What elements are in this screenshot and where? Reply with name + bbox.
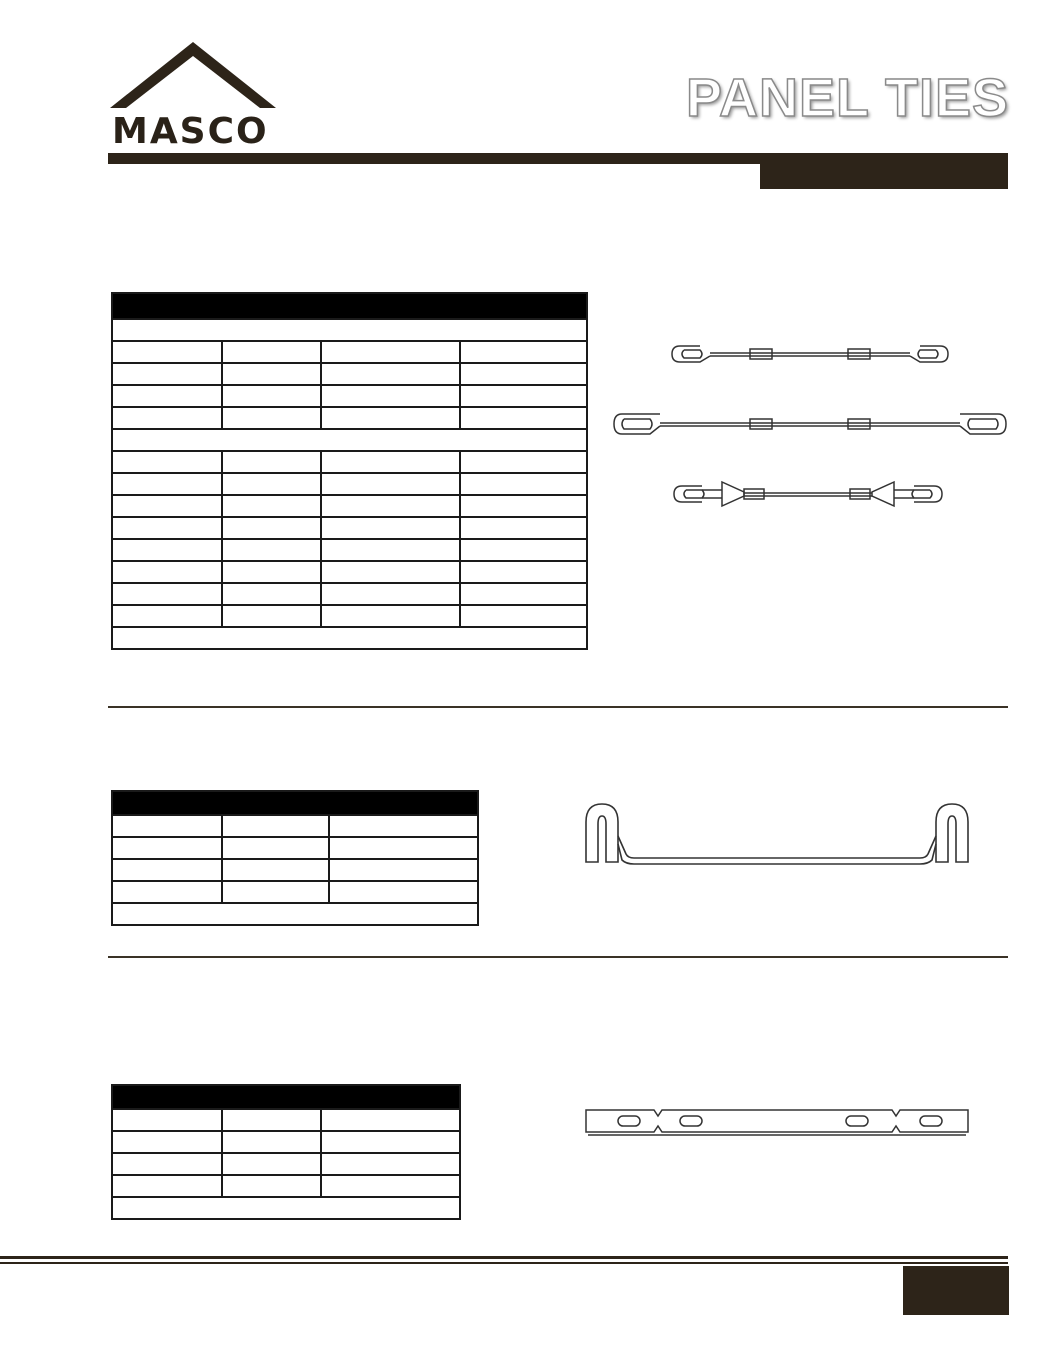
roof-icon	[108, 40, 278, 112]
table-section-row	[112, 429, 587, 451]
table-row	[112, 385, 587, 407]
page-title: PANEL TIES	[685, 68, 1009, 128]
spec-table-3	[111, 1084, 461, 1220]
table-footer-row	[112, 627, 587, 649]
table-row	[112, 837, 478, 859]
table-row	[112, 495, 587, 517]
flat-slotted-panel-tie-icon	[582, 1106, 972, 1138]
table-row	[112, 1131, 460, 1153]
footer-rule	[0, 1262, 1008, 1264]
table-row	[112, 815, 478, 837]
table-row	[112, 1175, 460, 1197]
long-loop-panel-tie-icon	[612, 408, 1008, 440]
table-row	[112, 561, 587, 583]
footer-page-block	[903, 1266, 1009, 1315]
cone-loop-panel-tie-icon	[672, 476, 944, 512]
table-row	[112, 363, 587, 385]
table-row	[112, 859, 478, 881]
header-tab-block	[760, 153, 1008, 189]
table-row	[112, 583, 587, 605]
section-divider	[108, 956, 1008, 958]
section-divider	[108, 706, 1008, 708]
table-row	[112, 1153, 460, 1175]
table-row	[112, 451, 587, 473]
table-footer-row	[112, 903, 478, 925]
table-row	[112, 473, 587, 495]
table-row	[112, 407, 587, 429]
footer-rule	[0, 1256, 1008, 1259]
loop-panel-tie-icon	[670, 336, 950, 372]
table-row	[112, 341, 587, 363]
logo-text: MASCO	[112, 111, 269, 152]
table-row	[112, 517, 587, 539]
masco-logo	[108, 40, 278, 152]
spec-table-2	[111, 790, 479, 926]
table-row	[112, 539, 587, 561]
table-section-row	[112, 319, 587, 341]
table-header-row	[112, 293, 587, 319]
spec-table-1	[111, 292, 588, 650]
table-row	[112, 605, 587, 627]
table-header-row	[112, 1085, 460, 1109]
table-header-row	[112, 791, 478, 815]
table-row	[112, 1109, 460, 1131]
table-footer-row	[112, 1197, 460, 1219]
table-row	[112, 881, 478, 903]
u-hook-panel-tie-icon	[582, 800, 972, 870]
